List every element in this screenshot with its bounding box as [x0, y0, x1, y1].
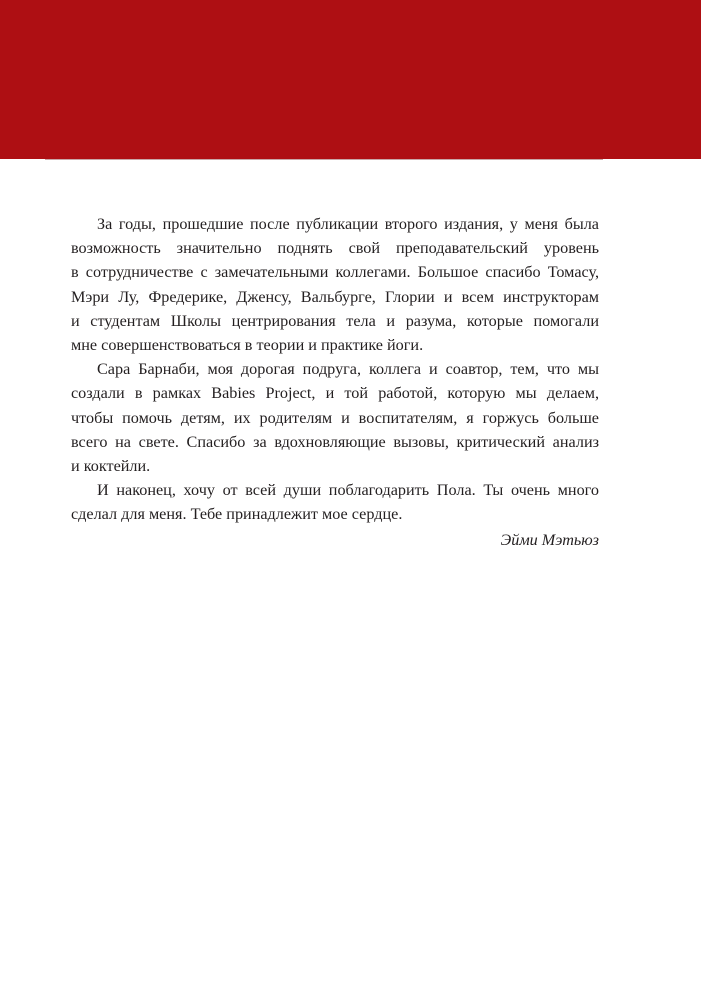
paragraph-line: создали в рамках Babies Project, и той работой, которую мы делаем, — [71, 384, 599, 403]
author-signature: Эйми Мэтьюз — [500, 531, 599, 550]
paragraph-line: в сотрудничестве с замечательными коллегами. Большое спасибо Томасу, — [71, 263, 599, 282]
paragraph-3 — [71, 478, 599, 526]
paragraph-1 — [71, 212, 599, 357]
paragraph-line: мне совершенствоваться в теории и практике йоги. — [71, 335, 424, 354]
paragraph-line: и коктейли. — [71, 456, 151, 475]
paragraph-line: чтобы помочь детям, их родителям и воспитателям, я горжусь больше — [71, 408, 599, 427]
paragraph-line: Мэри Лу, Фредерике, Дженсу, Вальбурге, Глории и всем инструкторам — [71, 287, 599, 306]
paragraph-line: За годы, прошедшие после публикации второго издания, у меня была — [97, 215, 599, 233]
acknowledgements-text — [71, 212, 599, 553]
paragraph-line: И наконец, хочу от всей души поблагодарить Пола. Ты очень много — [97, 481, 599, 500]
paragraph-line: и студентам Школы центрирования тела и разума, которые помогали — [71, 311, 599, 330]
paragraph-line: всего на свете. Спасибо за вдохновляющие вызовы, критический анализ — [71, 432, 599, 451]
paragraph-2 — [71, 357, 599, 478]
paragraph-line: возможность значительно поднять свой преподавательский уровень — [71, 239, 599, 258]
paragraph-line: сделал для меня. Тебе принадлежит мое сердце. — [71, 505, 403, 524]
paragraph-line: Сара Барнаби, моя дорогая подруга, коллега и соавтор, тем, что мы — [97, 360, 599, 379]
header-divider — [45, 159, 603, 160]
header-color-band — [0, 0, 701, 159]
